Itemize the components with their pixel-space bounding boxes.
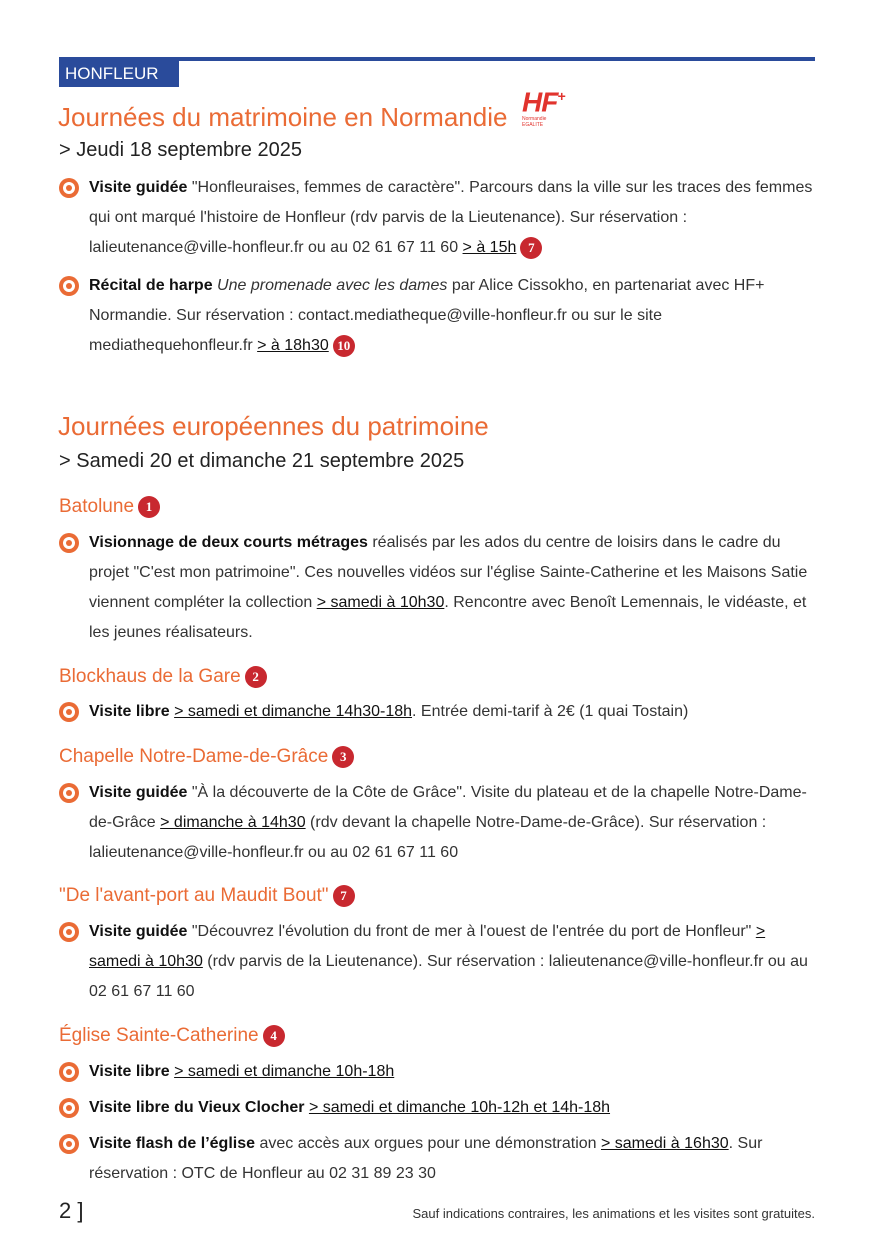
entry-text: avec accès aux orgues pour une démonstration: [255, 1135, 601, 1152]
speech-bubble-icon: [59, 276, 79, 296]
section-date-patrimoine: > Samedi 20 et dimanche 21 septembre 2025: [59, 450, 465, 472]
speech-bubble-icon: [59, 783, 79, 803]
entry-chapelle-visite-guidee: [89, 778, 817, 868]
logo-mark: HF: [522, 86, 558, 118]
entry-text: réalisés par les ados du centre de loisirs dans le cadre du projet "C'est mon patrimoine". Ces nouvelles vidéos sur l'église Sainte-Catherine et les Maisons Satie viennent compléter la collection: [89, 534, 808, 611]
entry-visionnage: [89, 528, 817, 648]
entry-title: Visite guidée: [89, 923, 188, 940]
logo-line-1: Normandie: [522, 116, 547, 123]
venue-name: Blockhaus de la Gare: [59, 666, 241, 688]
entry-text: "Honfleuraises, femmes de caractère". Parcours dans la ville sur les traces des femmes qui ont marqué l'histoire de Honfleur (rdv parvis de la Lieutenance). Sur réservation : lalieutenance@ville-honfleur.fr ou au 02 61 67 11 60: [89, 179, 813, 256]
entry-title: Visite guidée: [89, 179, 188, 196]
entry-text-end: (rdv parvis de la Lieutenance). Sur réservation : lalieutenance@ville-honfleur.fr ou au 02 61 67 11 60: [89, 953, 808, 1000]
map-marker-number: 7: [333, 885, 355, 907]
entry-title: Visionnage de deux courts métrages: [89, 534, 368, 551]
entry-text-end: (rdv devant la chapelle Notre-Dame-de-Grâce). Sur réservation : lalieutenance@ville-honfleur.fr ou au 02 61 67 11 60: [89, 814, 767, 861]
section-title-patrimoine: Journées européennes du patrimoine: [58, 411, 489, 441]
entry-text: "À la découverte de la Côte de Grâce". Visite du plateau et de la chapelle Notre-Dame-de-Grâce: [89, 784, 807, 831]
entry-avant-port-visite-guidee: [89, 917, 817, 1007]
speech-bubble-icon: [59, 702, 79, 722]
venue-name: "De l'avant-port au Maudit Bout": [59, 885, 329, 907]
entry-time: > samedi à 10h30: [316, 594, 445, 611]
map-marker-number: 4: [263, 1025, 285, 1047]
map-marker-number: 2: [245, 666, 267, 688]
speech-bubble-icon: [59, 1062, 79, 1082]
entry-time: > samedi à 16h30: [600, 1135, 729, 1152]
entry-title: Visite libre du Vieux Clocher: [89, 1099, 305, 1116]
entry-title: Visite libre: [89, 1063, 170, 1080]
footer-note: Sauf indications contraires, les animations et les visites sont gratuites.: [412, 1206, 815, 1221]
venue-avant-port: [59, 885, 355, 907]
venue-name: Chapelle Notre-Dame-de-Grâce: [59, 746, 329, 768]
speech-bubble-icon: [59, 922, 79, 942]
venue-batolune: [59, 496, 160, 518]
map-marker-number: 7: [520, 237, 542, 259]
venue-name: Église Sainte-Catherine: [59, 1025, 259, 1047]
entry-time: > samedi et dimanche 14h30-18h: [174, 703, 413, 720]
entry-title: Visite flash de l’église: [89, 1135, 255, 1152]
logo-line-2: EGALITE: [522, 122, 544, 129]
entry-time: > samedi et dimanche 10h-18h: [174, 1063, 395, 1080]
entry-text: par Alice Cissokho, en partenariat avec HF+ Normandie. Sur réservation : contact.mediatheque@ville-honfleur.fr ou sur le site mediathequehonfleur.fr: [89, 277, 765, 354]
entry-italic: Une promenade avec les dames: [212, 277, 448, 294]
page-number: 2 ]: [59, 1198, 84, 1223]
speech-bubble-icon: [59, 1098, 79, 1118]
section-title-matrimoine: Journées du matrimoine en Normandie: [58, 102, 508, 132]
entry-time: > à 18h30: [257, 337, 329, 354]
map-marker-number: 10: [333, 335, 355, 357]
entry-title: Visite libre: [89, 703, 170, 720]
section-date-matrimoine: > Jeudi 18 septembre 2025: [59, 139, 302, 161]
entry-eglise-visite-flash: [89, 1129, 817, 1189]
map-marker-number: 1: [138, 496, 160, 518]
speech-bubble-icon: [59, 1134, 79, 1154]
entry-text-end: . Sur réservation : OTC de Honfleur au 02 31 89 23 30: [89, 1135, 763, 1182]
logo-plus: +: [557, 88, 565, 104]
map-marker-number: 3: [332, 746, 354, 768]
entry-text-end: . Entrée demi-tarif à 2€ (1 quai Tostain): [412, 703, 689, 720]
entry-title: Visite guidée: [89, 784, 188, 801]
venue-name: Batolune: [59, 496, 135, 518]
speech-bubble-icon: [59, 533, 79, 553]
entry-visite-guidee-honfleuraises: [89, 173, 817, 263]
entry-time: > samedi à 10h30: [89, 923, 766, 970]
entry-text-end: . Rencontre avec Benoît Lemennais, le vidéaste, et les jeunes réalisateurs.: [89, 594, 807, 641]
entry-title: Récital de harpe: [89, 277, 213, 294]
entry-blockhaus-visite-libre: [89, 697, 817, 727]
entry-eglise-visite-libre: [89, 1057, 817, 1087]
entry-eglise-vieux-clocher: [89, 1093, 817, 1123]
entry-time: > dimanche à 14h30: [160, 814, 306, 831]
city-tag: HONFLEUR: [59, 61, 179, 87]
venue-blockhaus: [59, 666, 267, 688]
entry-time: > samedi et dimanche 10h-12h et 14h-18h: [308, 1099, 611, 1116]
entry-time: > à 15h: [462, 239, 517, 256]
speech-bubble-icon: [59, 178, 79, 198]
entry-recital-harpe: [89, 271, 817, 361]
venue-eglise: [59, 1025, 285, 1047]
hf-normandie-logo: [522, 82, 578, 142]
entry-text: "Découvrez l'évolution du front de mer à l'ouest de l'entrée du port de Honfleur": [187, 923, 756, 940]
venue-chapelle: [59, 746, 354, 768]
